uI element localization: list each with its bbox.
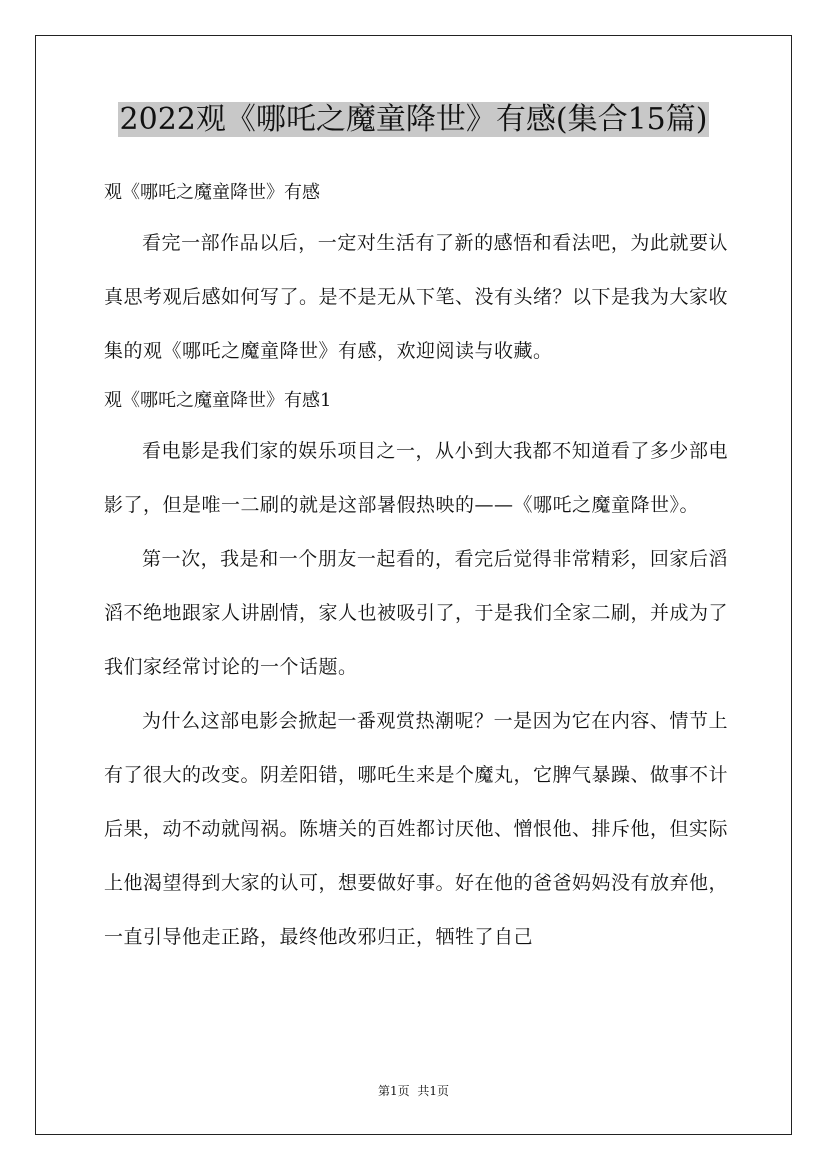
document-title (0, 98, 827, 142)
section-heading: 观《哪吒之魔童降世》有感 (104, 182, 320, 203)
page-number: 第1页 共1页 (377, 1084, 450, 1098)
intro-paragraph: 看完一部作品以后，一定对生活有了新的感悟和看法吧，为此就要认真思考观后感如何写了。是不是无从下笔、没有头绪？以下是我为大家收集的观《哪吒之魔童降世》有感，欢迎阅读与收藏。 (104, 232, 729, 362)
section-heading: 观《哪吒之魔童降世》有感1 (104, 390, 332, 411)
body-paragraph: 看电影是我们家的娱乐项目之一，从小到大我都不知道看了多少部电影了，但是唯一二刷的就是这部暑假热映的——《哪吒之魔童降世》。 (104, 440, 728, 516)
body-paragraph: 第一次，我是和一个朋友一起看的，看完后觉得非常精彩，回家后滔滔不绝地跟家人讲剧情，家人也被吸引了，于是我们全家二刷，并成为了我们家经常讨论的一个话题。 (104, 548, 729, 678)
document-body (104, 170, 728, 964)
body-paragraph: 为什么这部电影会掀起一番观赏热潮呢？一是因为它在内容、情节上有了很大的改变。阴差阳错，哪吒生来是个魔丸，它脾气暴躁、做事不计后果，动不动就闯祸。陈塘关的百姓都讨厌他、憎恨他、排斥他，但实际上他渴望得到大家的认可，想要做好事。好在他的爸爸妈妈没有放弃他，一直引导他走正路，最终他改邪归正，牺牲了自己 (104, 710, 729, 948)
document-title-text: 2022观《哪吒之魔童降世》有感(集合15篇) (119, 102, 708, 137)
